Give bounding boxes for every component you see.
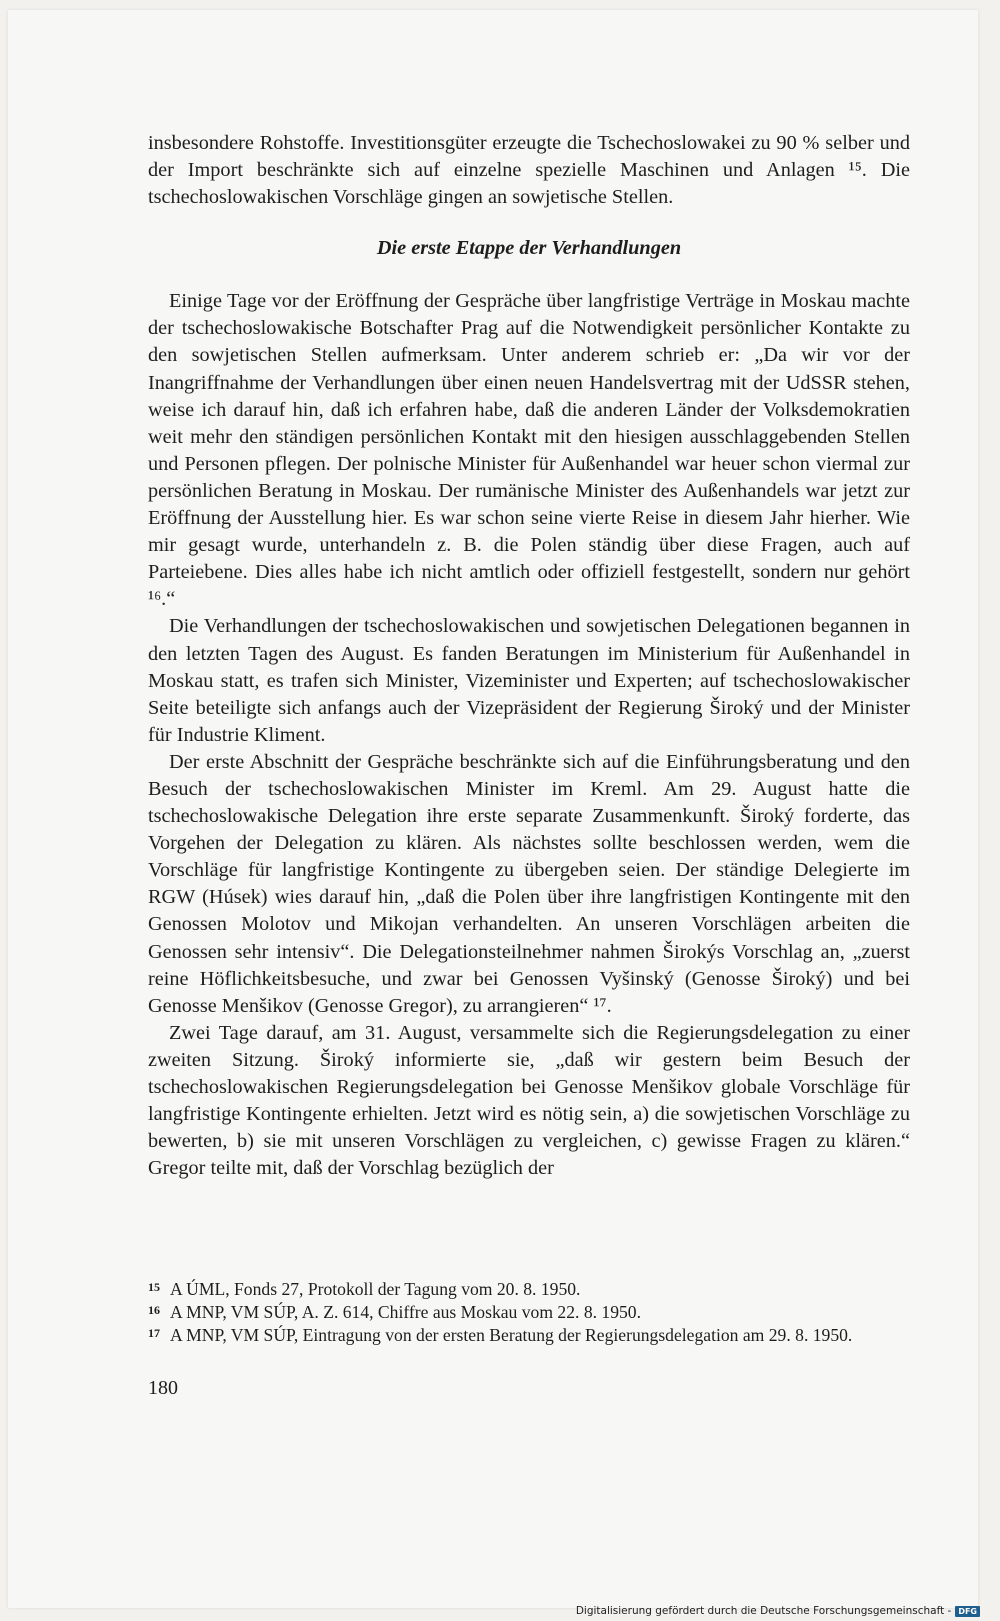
footnote [148,1278,910,1301]
section-heading: Die erste Etappe der Verhandlungen [376,237,682,260]
body-paragraph: Zwei Tage darauf, am 31. August, versammelte sich die Regierungsdelegation zu einer zweiten Sitzung. Široký informierte sie, „daß wir gestern beim Besuch der tschechoslowakischen Regierungsdelegation bei Genosse Menšikov globale Vorschläge für langfristige Kontingente erhielten. Jetzt wird es nötig sein, a) die sowjetischen Vorschläge zu bewerten, b) sie mit unseren Vorschlägen zu vergleichen, c) gewisse Fragen zu klären.“ Gregor teilte mit, daß der Vorschlag bezüglich der [148,1021,910,1180]
opening-paragraph: insbesondere Rohstoffe. Investitionsgüter erzeugte die Tschechoslowakei zu 90 % selber und der Import beschränkte sich auf einzelne spezielle Maschinen und Anlagen ¹⁵. Die tschechoslowakischen Vorschläge gingen an sowjetische Stellen. [148,132,910,209]
main-text [148,130,910,1182]
dfg-logo-icon: DFG [955,1606,980,1617]
footnote-number: 15 [148,1280,160,1294]
footnote-text: A MNP, VM SÚP, A. Z. 614, Chiffre aus Moskau vom 22. 8. 1950. [170,1302,641,1322]
footnote-text: A MNP, VM SÚP, Eintragung von der ersten Beratung der Regierungsdelegation am 29. 8. 1950. [170,1325,853,1345]
document-page [8,10,978,1608]
digitization-credit [576,1605,980,1617]
footnote-number: 16 [148,1303,160,1317]
body-paragraph: Der erste Abschnitt der Gespräche beschränkte sich auf die Einführungsberatung und den Besuch der tschechoslowakischen Minister im Kreml. Am 29. August hatte die tschechoslowakische Delegation ihre erste separate Zusammenkunft. Široký forderte, das Vorgehen der Delegation zu klären. Als nächstes sollte beschlossen werden, wem die Vorschläge für langfristige Kontingente zu übergeben seien. Der ständige Delegierte im RGW (Húsek) wies darauf hin, „daß die Polen über ihre langfristigen Kontingente mit den Genossen Molotov und Mikojan verhandelten. An unseren Vorschlägen arbeiten die Genossen sehr intensiv“. Die Delegationsteilnehmer nahmen Širokýs Vorschlag an, „zuerst reine Höflichkeitsbesuche, und zwar bei Genossen Vyšinský (Genosse Široký) und bei Genosse Menšikov (Genosse Gregor), zu arrangieren“ ¹⁷. [148,750,910,1017]
body-paragraph: Einige Tage vor der Eröffnung der Gespräche über langfristige Verträge in Moskau machte der tschechoslowakische Botschafter Prag auf die Notwendigkeit persönlicher Kontakte zu den sowjetischen Stellen aufmerksam. Unter anderem schrieb er: „Da wir vor der Inangriffnahme der Verhandlungen über einen neuen Handelsvertrag mit der UdSSR stehen, weise ich darauf hin, daß ich erfahren habe, daß die anderen Länder der Volksdemokratien weit mehr den ständigen persönlichen Kontakt mit den hiesigen ausschlaggebenden Stellen und Personen pflegen. Der polnische Minister für Außenhandel war heuer schon viermal zur persönlichen Beratung in Moskau. Der rumänische Minister des Außenhandels war jetzt zur Eröffnung der Ausstellung hier. Es war schon seine vierte Reise in diesem Jahr hierher. Wie mir gesagt wurde, unterhandeln z. B. die Polen ständig über diese Fragen, auch auf Parteiebene. Dies alles habe ich nicht amtlich oder offiziell festgestellt, sondern nur gehört ¹⁶.“ [148,290,910,611]
body-paragraph: Die Verhandlungen der tschechoslowakischen und sowjetischen Delegationen begannen in den letzten Tagen des August. Es fanden Beratungen im Ministerium für Außenhandel in Moskau statt, es trafen sich Minister, Vizeminister und Experten; auf tschechoslowakischer Seite beteiligte sich anfangs auch der Vizepräsident der Regierung Široký und der Minister für Industrie Kliment. [148,615,910,746]
footnote [148,1301,910,1324]
credit-text: Digitalisierung gefördert durch die Deutsche Forschungsgemeinschaft - [575,1605,952,1617]
page-number: 180 [148,1377,178,1399]
footnote-number: 17 [148,1326,160,1340]
footnote-text: A ÚML, Fonds 27, Protokoll der Tagung vom 20. 8. 1950. [170,1279,581,1299]
footnote [148,1324,910,1347]
footnotes [148,1278,910,1347]
